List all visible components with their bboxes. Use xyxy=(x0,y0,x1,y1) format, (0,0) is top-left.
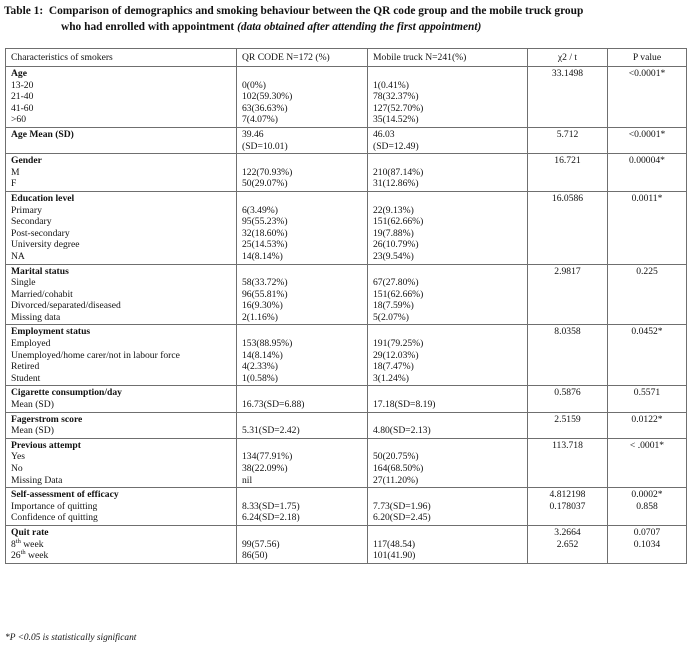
characteristic-item xyxy=(11,251,231,263)
characteristic-item-label: 8 xyxy=(11,538,16,550)
mobile-truck-value: 18(7.47%) xyxy=(373,361,414,373)
statistic-value: 16.0586 xyxy=(551,192,584,204)
statistic-cell xyxy=(528,412,608,438)
qr-value: 96(55.81%) xyxy=(242,288,288,300)
statistic-cell xyxy=(528,191,608,264)
mobile-truck-value: 67(27.80%) xyxy=(373,277,419,289)
spacer xyxy=(373,155,522,167)
qr-value: nil xyxy=(242,474,253,486)
statistic-value: 3.2664 xyxy=(554,526,581,538)
qr-value: 63(36.63%) xyxy=(242,102,288,114)
characteristic-item-label: Secondary xyxy=(11,216,52,228)
comparison-table xyxy=(5,48,687,564)
characteristic-item-label: Mean (SD) xyxy=(11,399,54,411)
characteristic-item xyxy=(11,277,231,289)
characteristic-item xyxy=(11,289,231,301)
qr-value: (SD=10.01) xyxy=(242,140,288,152)
p-value-cell xyxy=(608,438,687,487)
mobile-truck-cell xyxy=(368,325,528,386)
mobile-truck-cell xyxy=(368,488,528,526)
spacer xyxy=(242,326,362,338)
statistic-cell xyxy=(528,67,608,128)
statistic-value: 113.718 xyxy=(552,439,583,451)
characteristic-heading: Quit rate xyxy=(11,526,49,538)
characteristic-item-suffix: week xyxy=(20,538,44,550)
table-row xyxy=(6,438,687,487)
mobile-truck-value: 101(41.90) xyxy=(373,550,416,562)
characteristic-heading: Education level xyxy=(11,192,75,204)
characteristic-cell xyxy=(6,154,237,192)
spacer xyxy=(373,387,522,399)
characteristic-cell xyxy=(6,67,237,128)
p-value-value: 0.225 xyxy=(636,265,658,277)
qr-value: 8.33(SD=1.75) xyxy=(242,500,300,512)
qr-cell xyxy=(237,264,368,325)
table-row xyxy=(6,67,687,128)
footnote: *P <0.05 is statistically significant xyxy=(5,633,137,643)
qr-value: 2(1.16%) xyxy=(242,311,278,323)
mobile-truck-value: 3(1.24%) xyxy=(373,372,409,384)
spacer xyxy=(242,440,362,452)
p-value-value: 0.0707 xyxy=(633,526,661,538)
statistic-value: 2.652 xyxy=(556,538,579,550)
characteristic-heading: Age xyxy=(11,68,27,79)
table-caption xyxy=(4,3,686,35)
spacer xyxy=(373,414,522,426)
characteristic-heading: Cigarette consumption/day xyxy=(11,387,122,399)
qr-value: 38(22.09%) xyxy=(242,463,288,474)
mobile-truck-value: (SD=12.49) xyxy=(373,140,419,152)
statistic-cell xyxy=(528,386,608,412)
p-value-cell xyxy=(608,386,687,412)
caption-note: (data obtained after attending the first appointment) xyxy=(237,21,482,33)
characteristic-item xyxy=(11,103,231,115)
statistic-value: 8.0358 xyxy=(554,326,581,338)
mobile-truck-value: 27(11.20%) xyxy=(373,474,419,486)
mobile-truck-value: 18(7.59%) xyxy=(373,300,414,312)
statistic-value: 2.9817 xyxy=(554,265,581,277)
characteristic-item xyxy=(11,239,231,251)
qr-value: 58(33.72%) xyxy=(242,277,288,289)
spacer xyxy=(373,68,522,80)
mobile-truck-value: 127(52.70%) xyxy=(373,102,424,114)
characteristic-item xyxy=(11,350,231,362)
spacer xyxy=(373,326,522,338)
qr-value: 5.31(SD=2.42) xyxy=(242,425,300,437)
mobile-truck-value: 117(48.54) xyxy=(373,538,416,550)
column-header: P value xyxy=(608,49,687,67)
characteristic-item xyxy=(11,475,231,487)
qr-cell xyxy=(237,325,368,386)
table-row xyxy=(6,325,687,386)
characteristic-item xyxy=(11,80,231,92)
statistic-cell xyxy=(528,525,608,563)
statistic-cell xyxy=(528,325,608,386)
qr-value: 122(70.93%) xyxy=(242,166,293,178)
characteristic-item xyxy=(11,399,231,411)
table-row xyxy=(6,191,687,264)
statistic-cell xyxy=(528,154,608,192)
characteristic-item-label: Married/cohabit xyxy=(11,288,73,300)
statistic-value: 0.178037 xyxy=(549,500,586,512)
mobile-truck-cell xyxy=(368,67,528,128)
mobile-truck-value: 4.80(SD=2.13) xyxy=(373,425,431,437)
mobile-truck-value: 5(2.07%) xyxy=(373,311,409,323)
qr-value: 4(2.33%) xyxy=(242,361,278,373)
qr-value: 6.24(SD=2.18) xyxy=(242,512,300,524)
qr-cell xyxy=(237,488,368,526)
mobile-truck-value: 191(79.25%) xyxy=(373,338,424,350)
table-row xyxy=(6,488,687,526)
qr-value: 25(14.53%) xyxy=(242,239,288,251)
characteristic-item xyxy=(11,512,231,524)
qr-cell xyxy=(237,67,368,128)
characteristic-item-label: F xyxy=(11,178,17,190)
characteristic-item-label: Divorced/separated/diseased xyxy=(11,300,121,312)
characteristic-item xyxy=(11,178,231,190)
statistic-value: 4.812198 xyxy=(549,489,586,501)
characteristic-cell xyxy=(6,191,237,264)
spacer xyxy=(373,527,522,539)
characteristic-item xyxy=(11,228,231,240)
characteristic-item-label: No xyxy=(11,463,23,474)
characteristic-item-label: Missing Data xyxy=(11,474,63,486)
table-body xyxy=(6,67,687,564)
characteristic-item-label: Employed xyxy=(11,338,51,350)
p-value-value: 0.1034 xyxy=(633,538,661,550)
statistic-value: 2.5159 xyxy=(554,413,581,425)
p-value-value: 0.0011* xyxy=(631,192,663,204)
p-value-value: 0.0452* xyxy=(631,326,663,338)
mobile-truck-value: 35(14.52%) xyxy=(373,114,419,126)
characteristic-cell xyxy=(6,386,237,412)
characteristic-item-label: Missing data xyxy=(11,311,61,323)
qr-cell xyxy=(237,191,368,264)
column-header: Mobile truck N=241(%) xyxy=(368,49,528,67)
qr-value: 1(0.58%) xyxy=(242,372,278,384)
characteristic-item-label: 41-60 xyxy=(11,102,34,114)
statistic-cell xyxy=(528,488,608,526)
mobile-truck-value: 23(9.54%) xyxy=(373,250,414,262)
p-value-value: <0.0001* xyxy=(628,128,666,140)
characteristic-item-label: Post-secondary xyxy=(11,227,70,239)
spacer xyxy=(242,193,362,205)
qr-value: 0(0%) xyxy=(242,79,266,91)
characteristic-item xyxy=(11,451,231,463)
qr-cell xyxy=(237,386,368,412)
mobile-truck-value: 19(7.88%) xyxy=(373,227,414,239)
mobile-truck-value: 151(62.66%) xyxy=(373,216,424,228)
mobile-truck-cell xyxy=(368,438,528,487)
column-header: Characteristics of smokers xyxy=(6,49,237,67)
mobile-truck-value: 164(68.50%) xyxy=(373,463,424,474)
qr-cell xyxy=(237,127,368,153)
characteristic-heading: Fagerstrom score xyxy=(11,413,83,425)
mobile-truck-value: 17.18(SD=8.19) xyxy=(373,399,436,411)
p-value-cell xyxy=(608,325,687,386)
statistic-cell xyxy=(528,438,608,487)
p-value-cell xyxy=(608,191,687,264)
characteristic-cell xyxy=(6,264,237,325)
mobile-truck-value: 78(32.37%) xyxy=(373,91,419,103)
mobile-truck-cell xyxy=(368,191,528,264)
qr-cell xyxy=(237,412,368,438)
table-header-row xyxy=(6,49,687,67)
spacer xyxy=(373,489,522,501)
characteristic-item-label: 21-40 xyxy=(11,91,34,103)
statistic-value: 5.712 xyxy=(556,128,579,140)
spacer xyxy=(373,266,522,278)
characteristic-heading: Age Mean (SD) xyxy=(11,128,74,140)
qr-value: 102(59.30%) xyxy=(242,91,293,103)
characteristic-heading: Previous attempt xyxy=(11,439,81,451)
qr-value: 14(8.14%) xyxy=(242,349,283,361)
characteristic-item xyxy=(11,312,231,324)
characteristic-item xyxy=(11,338,231,350)
p-value-cell xyxy=(608,67,687,128)
mobile-truck-value: 210(87.14%) xyxy=(373,166,424,178)
mobile-truck-cell xyxy=(368,386,528,412)
characteristic-item-label: Mean (SD) xyxy=(11,425,54,437)
ordinal-suffix: th xyxy=(20,548,26,556)
qr-value: 153(88.95%) xyxy=(242,338,293,350)
mobile-truck-value: 1(0.41%) xyxy=(373,79,409,91)
characteristic-cell xyxy=(6,325,237,386)
spacer xyxy=(242,527,362,539)
characteristic-cell xyxy=(6,127,237,153)
mobile-truck-value: 29(12.03%) xyxy=(373,349,419,361)
spacer xyxy=(242,68,362,80)
column-header: χ2 / t xyxy=(528,49,608,67)
characteristic-item xyxy=(11,550,231,562)
characteristic-item xyxy=(11,425,231,437)
qr-value: 16(9.30%) xyxy=(242,300,283,312)
table-row xyxy=(6,412,687,438)
p-value-value: <0.0001* xyxy=(628,68,666,79)
characteristic-heading: Gender xyxy=(11,155,42,167)
mobile-truck-value: 6.20(SD=2.45) xyxy=(373,512,431,524)
qr-cell xyxy=(237,438,368,487)
characteristic-item-suffix: week xyxy=(25,550,49,562)
characteristic-item xyxy=(11,167,231,179)
statistic-cell xyxy=(528,127,608,153)
p-value-value: 0.858 xyxy=(636,500,658,512)
p-value-value: < .0001* xyxy=(629,439,665,451)
characteristic-item-label: Primary xyxy=(11,204,42,216)
qr-value: 14(8.14%) xyxy=(242,250,283,262)
mobile-truck-value: 31(12.86%) xyxy=(373,178,419,190)
mobile-truck-cell xyxy=(368,525,528,563)
spacer xyxy=(242,387,362,399)
characteristic-heading: Employment status xyxy=(11,326,91,338)
characteristic-item-label: Retired xyxy=(11,361,40,373)
statistic-cell xyxy=(528,264,608,325)
qr-value: 86(50) xyxy=(242,550,268,562)
characteristic-item-label: Single xyxy=(11,277,36,289)
p-value-cell xyxy=(608,488,687,526)
p-value-cell xyxy=(608,127,687,153)
characteristic-item-label: Unemployed/home carer/not in labour force xyxy=(11,349,180,361)
qr-value: 134(77.91%) xyxy=(242,451,293,463)
p-value-value: 0.0002* xyxy=(631,489,663,501)
qr-value: 50(29.07%) xyxy=(242,178,288,190)
caption-label: Table 1: xyxy=(4,5,44,17)
table-row xyxy=(6,386,687,412)
statistic-value: 0.5876 xyxy=(554,387,581,399)
qr-value: 39.46 xyxy=(242,128,264,140)
spacer xyxy=(242,489,362,501)
mobile-truck-cell xyxy=(368,127,528,153)
ordinal-suffix: th xyxy=(15,537,21,545)
characteristic-item xyxy=(11,216,231,228)
spacer xyxy=(373,193,522,205)
characteristic-heading: Marital status xyxy=(11,265,69,277)
characteristic-cell xyxy=(6,488,237,526)
p-value-value: 0.0122* xyxy=(631,413,663,425)
characteristic-item-label: >60 xyxy=(11,114,27,126)
mobile-truck-cell xyxy=(368,412,528,438)
mobile-truck-value: 151(62.66%) xyxy=(373,288,424,300)
qr-value: 99(57.56) xyxy=(242,538,280,550)
p-value-value: 0.00004* xyxy=(629,155,665,167)
qr-value: 7(4.07%) xyxy=(242,114,278,126)
characteristic-cell xyxy=(6,412,237,438)
characteristic-heading: Self-assessment of efficacy xyxy=(11,489,119,501)
statistic-value: 33.1498 xyxy=(551,68,584,79)
spacer xyxy=(242,155,362,167)
mobile-truck-value: 46.03 xyxy=(373,128,395,140)
characteristic-item-label: Confidence of quitting xyxy=(11,512,98,524)
p-value-cell xyxy=(608,154,687,192)
column-header: QR CODE N=172 (%) xyxy=(237,49,368,67)
characteristic-item xyxy=(11,361,231,373)
qr-cell xyxy=(237,154,368,192)
table-row xyxy=(6,127,687,153)
characteristic-item-label: Yes xyxy=(11,451,25,463)
mobile-truck-value: 50(20.75%) xyxy=(373,451,419,463)
qr-cell xyxy=(237,525,368,563)
statistic-value: 16.721 xyxy=(554,155,581,167)
characteristic-item-label: Importance of quitting xyxy=(11,500,98,512)
spacer xyxy=(242,266,362,278)
characteristic-item-label: M xyxy=(11,166,20,178)
characteristic-item xyxy=(11,463,231,475)
caption-title: Comparison of demographics and smoking behaviour between the QR code group and the mobile truck group xyxy=(48,5,584,17)
characteristic-item xyxy=(11,91,231,103)
characteristic-item xyxy=(11,373,231,385)
mobile-truck-value: 22(9.13%) xyxy=(373,204,414,216)
spacer xyxy=(373,440,522,452)
characteristic-item xyxy=(11,300,231,312)
p-value-cell xyxy=(608,264,687,325)
characteristic-item xyxy=(11,539,231,551)
p-value-cell xyxy=(608,525,687,563)
p-value-value: 0.5571 xyxy=(633,387,661,399)
characteristic-item-label: NA xyxy=(11,250,25,262)
characteristic-item-label: 26 xyxy=(11,550,21,562)
mobile-truck-cell xyxy=(368,154,528,192)
table-row xyxy=(6,154,687,192)
characteristic-item xyxy=(11,501,231,513)
table-row xyxy=(6,264,687,325)
qr-value: 6(3.49%) xyxy=(242,204,278,216)
characteristic-item-label: University degree xyxy=(11,239,80,251)
characteristic-item xyxy=(11,205,231,217)
characteristic-cell xyxy=(6,438,237,487)
p-value-cell xyxy=(608,412,687,438)
caption-title-continued: who had enrolled with appointment xyxy=(61,21,235,33)
characteristic-item-label: 13-20 xyxy=(11,79,34,91)
qr-value: 16.73(SD=6.88) xyxy=(242,399,305,411)
qr-value: 95(55.23%) xyxy=(242,216,288,228)
characteristic-item xyxy=(11,114,231,126)
mobile-truck-cell xyxy=(368,264,528,325)
table-row xyxy=(6,525,687,563)
mobile-truck-value: 7.73(SD=1.96) xyxy=(373,500,431,512)
qr-value: 32(18.60%) xyxy=(242,227,288,239)
characteristic-cell xyxy=(6,525,237,563)
characteristic-item-label: Student xyxy=(11,372,41,384)
mobile-truck-value: 26(10.79%) xyxy=(373,239,419,251)
spacer xyxy=(242,414,362,426)
